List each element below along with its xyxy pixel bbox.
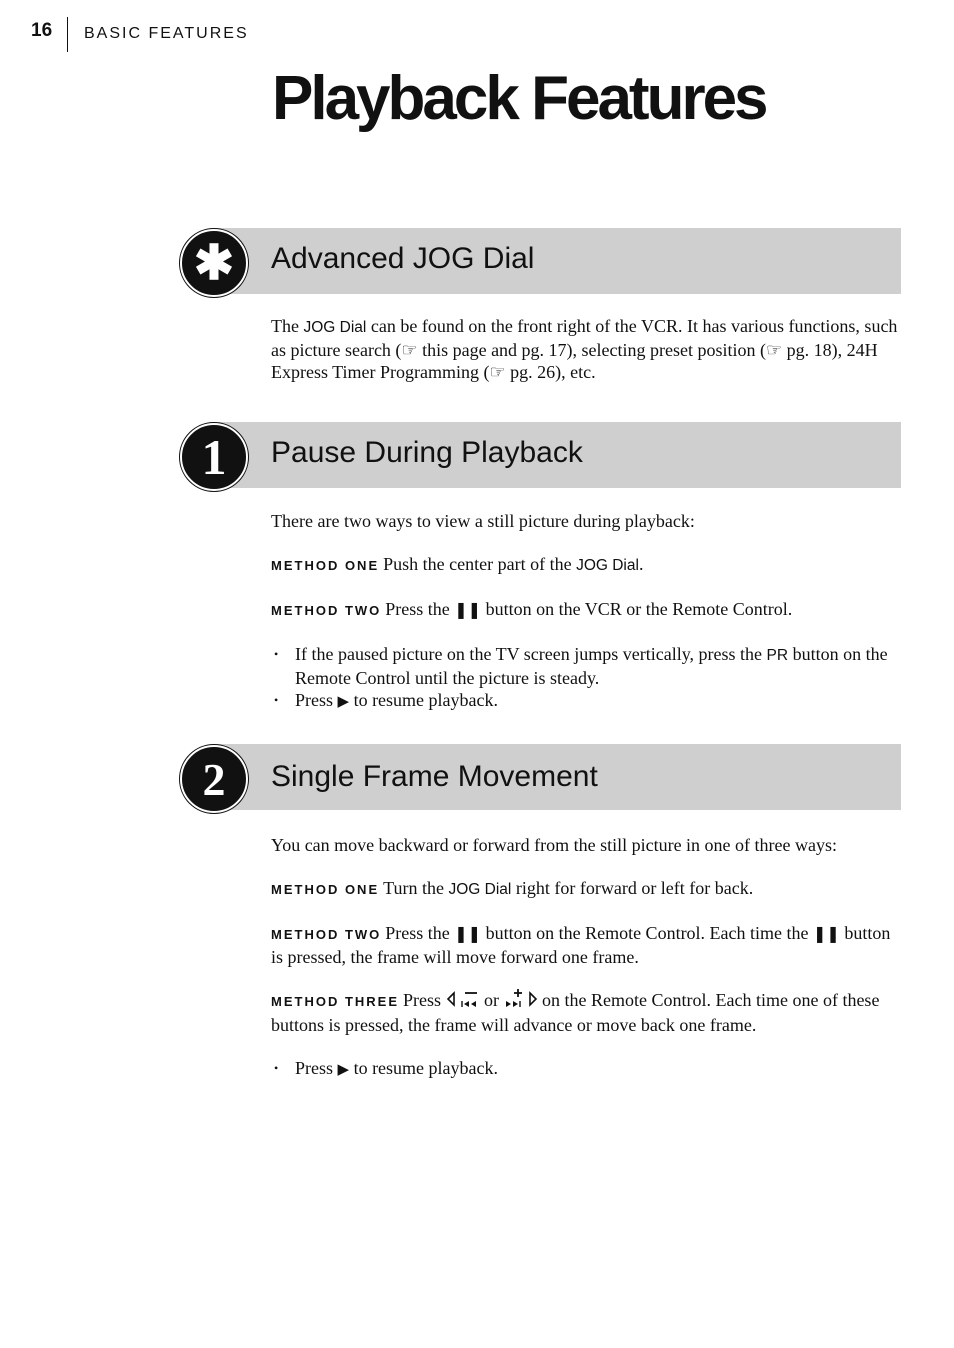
pr-button-term: PR [766, 647, 789, 664]
list-item: • Press ▶ to resume playback. [271, 1057, 903, 1080]
header-divider [67, 17, 68, 52]
step-back-minus-icon [446, 989, 480, 1014]
frame-method-one: METHOD ONE Turn the JOG Dial right for forward or left for back. [271, 878, 754, 898]
jog-dial-term: JOG Dial [576, 557, 639, 574]
frame-method-three: METHOD THREE Press or on the Remote Control. Each time one of these buttons is pressed, the frame will advance or move back one frame. [271, 990, 880, 1035]
page-title: Playback Features [272, 64, 766, 133]
section-heading-pause: Pause During Playback [271, 436, 583, 469]
play-icon: ▶ [337, 1060, 350, 1078]
step-one-badge: 1 [180, 423, 248, 491]
section-heading-jog-dial: Advanced JOG Dial [271, 242, 535, 275]
jog-dial-term: JOG Dial [448, 881, 512, 898]
section-heading-single-frame: Single Frame Movement [271, 760, 598, 793]
single-frame-intro: You can move backward or forward from the still picture in one of three ways: [271, 835, 838, 855]
pause-icon: ❚❚ [813, 924, 840, 943]
list-item: • Press ▶ to resume playback. [271, 689, 903, 712]
section-label: BASIC FEATURES [84, 25, 249, 42]
step-forward-plus-icon [504, 989, 538, 1014]
method-label: METHOD ONE [271, 882, 380, 897]
step-two-badge: 2 [180, 745, 248, 813]
pause-body [271, 510, 903, 712]
jog-dial-term: JOG Dial [303, 319, 367, 336]
reference-hand-icon: ☞ [766, 340, 783, 360]
page-number: 16 [31, 20, 53, 41]
method-label: METHOD TWO [271, 927, 382, 942]
single-frame-body [271, 834, 903, 1080]
list-item: • If the paused picture on the TV screen jumps vertically, press the PR button on the Remote Control until the picture is steady. [271, 643, 903, 689]
pause-intro: There are two ways to view a still picture during playback: [271, 511, 695, 531]
asterisk-icon: ✱ [180, 229, 248, 297]
pause-icon: ❚❚ [454, 600, 482, 619]
frame-method-two: METHOD TWO Press the ❚❚ button on the Remote Control. Each time the ❚❚ button is pressed, the frame will move forward one frame. [271, 923, 891, 967]
jog-dial-description: The JOG Dial can be found on the front right of the VCR. It has various functions, such as picture search (☞ this page and pg. 17), selecting preset position (☞ pg. 18), 24H Express Timer Programming (☞ pg. 26), etc. [271, 316, 898, 382]
pause-method-two: METHOD TWO Press the ❚❚ button on the VCR or the Remote Control. [271, 599, 793, 619]
pause-icon: ❚❚ [454, 924, 482, 943]
method-label: METHOD TWO [271, 603, 382, 618]
pause-method-one: METHOD ONE Push the center part of the JOG Dial. [271, 554, 644, 574]
method-label: METHOD THREE [271, 994, 399, 1009]
frame-notes [271, 1057, 903, 1080]
play-icon: ▶ [337, 692, 350, 710]
pause-notes [271, 643, 903, 712]
reference-hand-icon: ☞ [489, 362, 506, 382]
reference-hand-icon: ☞ [401, 340, 418, 360]
method-label: METHOD ONE [271, 558, 380, 573]
